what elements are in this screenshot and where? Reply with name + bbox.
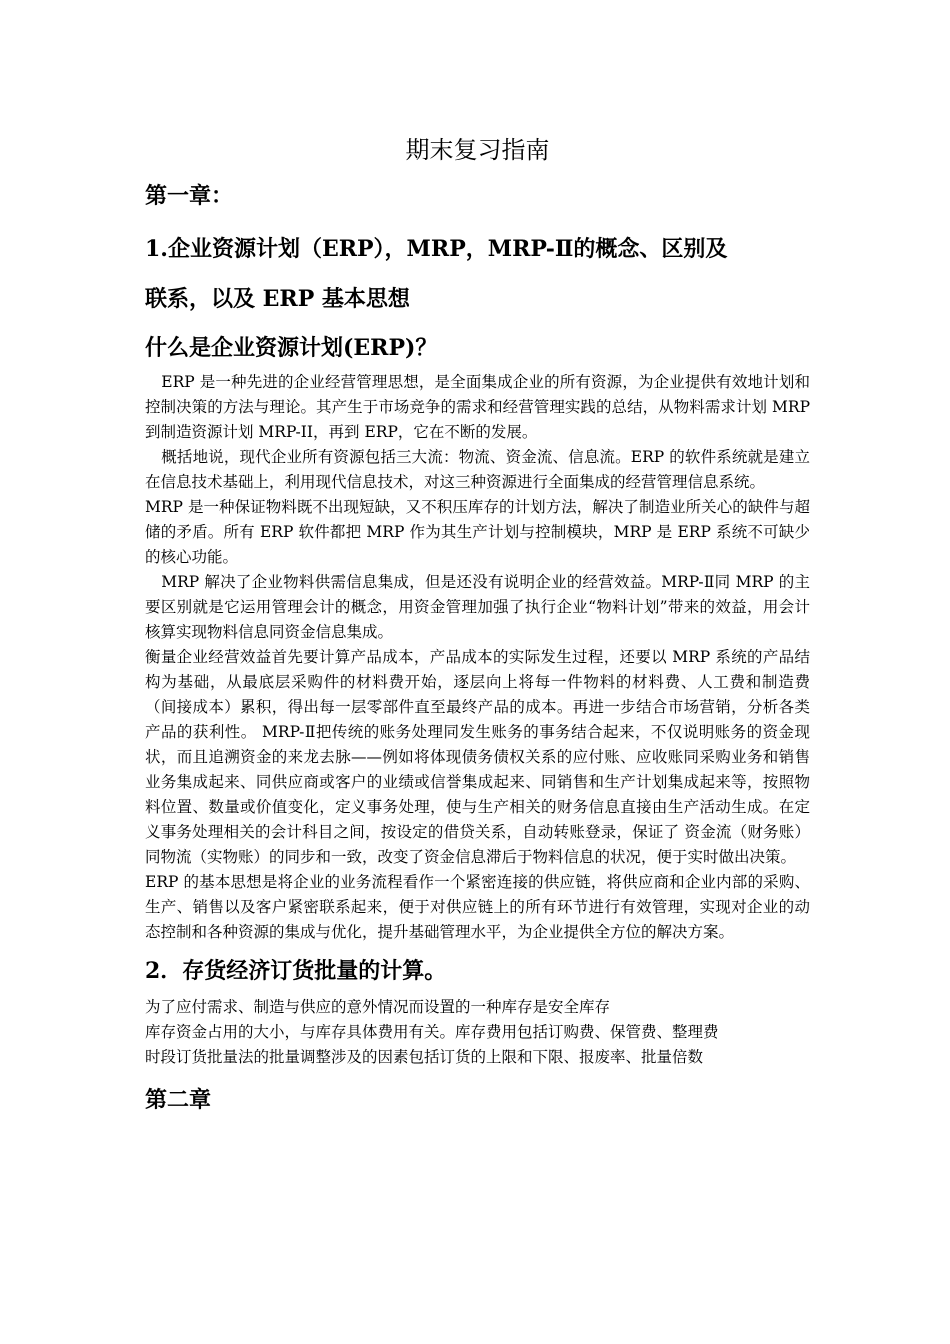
section-2-line-1: 为了应付需求、制造与供应的意外情况而设置的一种库存是安全库存 (145, 998, 611, 1016)
section-2-line-3: 时段订货批量法的批量调整涉及的因素包括订货的上限和下限、报废率、批量倍数 (145, 1048, 704, 1066)
paragraph-cost-accounting: 衡量企业经营效益首先要计算产品成本，产品成本的实际发生过程，还要以 MRP 系统的产品结构为基础，从最底层采购件的材料费开始，逐层向上将每一件物料的材料费、人工费和制造费（间接成本）累积，得出每一层零部件直至最终产品的成本。再进一步结合市场营销，分析各类产品的获利性。 MRP-Ⅱ把传统的账务处理同发生账务的事务结合起来，不仅说明账务的资金现状，而且追溯资金的来龙去脉——例如将体现债务债权关系的应付账、应收账同采购业务和销售业务集成起来、同供应商或客户的业绩或信誉集成起来、同销售和生产计划集成起来等，按照物料位置、数量或价值变化，定义事务处理，使与生产相关的财务信息直接由生产活动生成。在定义事务处理相关的会计科目之间，按设定的借贷关系，自动转账登录，保证了 资金流（财务账）同物流（实物账）的同步和一致，改变了资金信息滞后于物料信息的状况，便于实时做出决策。 (145, 648, 810, 866)
section-heading-2: 2．存货经济订货批量的计算。 (145, 958, 447, 984)
subheading-what-is-erp: 什么是企业资源计划(ERP)？ (145, 335, 438, 361)
paragraph-erp-basic-idea: ERP 的基本思想是将企业的业务流程看作一个紧密连接的供应链，将供应商和企业内部的采购、生产、销售以及客户紧密联系起来，便于对供应链上的所有环节进行有效管理，实现对企业的动态控制和各种资源的集成与优化，提升基础管理水平，为企业提供全方位的解决方案。 (145, 873, 810, 941)
paragraph-three-flows: 概括地说，现代企业所有资源包括三大流：物流、资金流、信息流。ERP 的软件系统就是建立在信息技术基础上，利用现代信息技术，对这三种资源进行全面集成的经营管理信息系统。 (145, 448, 810, 491)
paragraph-mrp: MRP 是一种保证物料既不出现短缺，又不积压库存的计划方法，解决了制造业所关心的缺件与超储的矛盾。所有 ERP 软件都把 MRP 作为其生产计划与控制模块，MRP 是 ERP 系统不可缺少的核心功能。 (145, 498, 810, 566)
paragraph-erp-definition: ERP 是一种先进的企业经营管理思想，是全面集成企业的所有资源，为企业提供有效地计划和控制决策的方法与理论。其产生于市场竞争的需求和经营管理实践的总结，从物料需求计划 MRP 到制造资源计划 MRP-II，再到 ERP，它在不断的发展。 (145, 373, 810, 441)
document-title: 期末复习指南 (405, 136, 550, 164)
paragraph-mrp-ii: MRP 解决了企业物料供需信息集成，但是还没有说明企业的经营效益。MRP-Ⅱ同 MRP 的主要区别就是它运用管理会计的概念，用资金管理加强了执行企业“物料计划”带来的效益，用会计核算实现物料信息同资金信息集成。 (145, 573, 810, 641)
section-heading-1-line-2: 联系，以及 ERP 基本思想 (145, 286, 410, 312)
section-heading-1-line-1: 1.企业资源计划（ERP），MRP，MRP-Ⅱ的概念、区别及 (145, 236, 728, 262)
section-2-line-2: 库存资金占用的大小，与库存具体费用有关。库存费用包括订购费、保管费、整理费 (145, 1023, 719, 1041)
chapter-heading-2: 第二章 (145, 1087, 212, 1113)
chapter-heading-1: 第一章： (145, 183, 234, 209)
document-content (145, 130, 810, 1118)
